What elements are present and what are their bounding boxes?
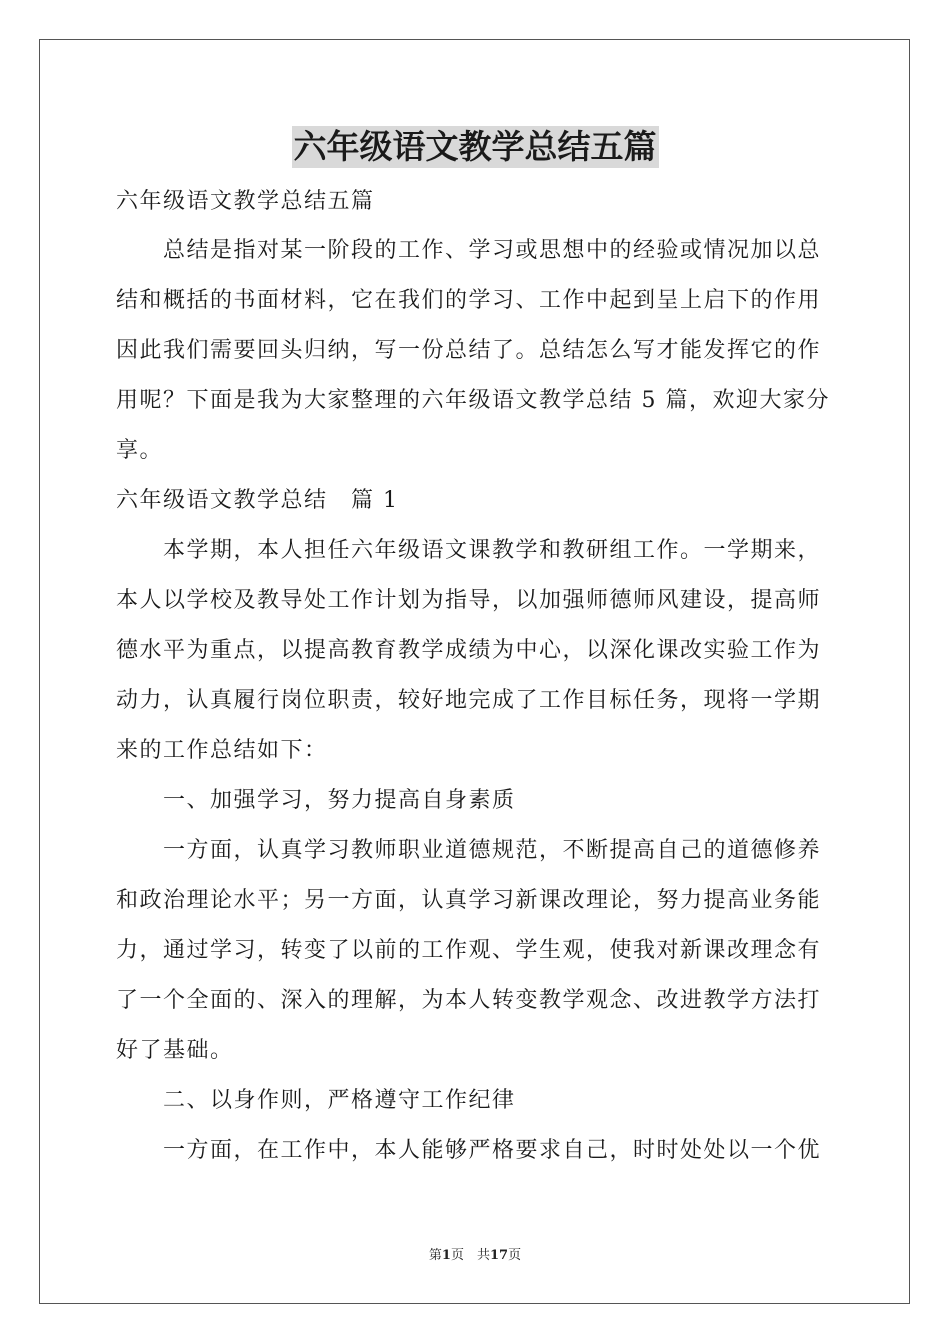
footer-page-number: 1 bbox=[441, 1248, 451, 1263]
text-line: 二、以身作则，严格遵守工作纪律 bbox=[116, 1088, 516, 1113]
footer-prefix: 第 bbox=[428, 1248, 442, 1263]
title-container bbox=[0, 126, 950, 168]
text-line: 六年级语文教学总结 篇 1 bbox=[116, 488, 399, 513]
footer-suffix: 页 bbox=[508, 1248, 522, 1263]
footer-mid: 页 共 bbox=[450, 1248, 490, 1263]
text-line: 享。 bbox=[116, 438, 164, 463]
text-line: 因此我们需要回头归纳，写一份总结了。总结怎么写才能发挥它的作 bbox=[116, 338, 822, 363]
text-line: 动力，认真履行岗位职责，较好地完成了工作目标任务，现将一学期 bbox=[116, 688, 822, 713]
text-line: 一、加强学习，努力提高自身素质 bbox=[116, 788, 516, 813]
text-line: 力，通过学习，转变了以前的工作观、学生观，使我对新课改理念有 bbox=[116, 938, 822, 963]
text-line: 总结是指对某一阶段的工作、学习或思想中的经验或情况加以总 bbox=[116, 238, 822, 263]
text-line: 本人以学校及教导处工作计划为指导，以加强师德师风建设，提高师 bbox=[116, 588, 822, 613]
text-line: 六年级语文教学总结五篇 bbox=[116, 189, 375, 214]
text-line: 结和概括的书面材料，它在我们的学习、工作中起到呈上启下的作用 bbox=[116, 288, 822, 313]
text-line: 一方面，在工作中，本人能够严格要求自己，时时处处以一个优 bbox=[116, 1138, 822, 1163]
text-line: 一方面，认真学习教师职业道德规范，不断提高自己的道德修养 bbox=[116, 838, 822, 863]
document-title: 六年级语文教学总结五篇 bbox=[293, 127, 657, 166]
text-line: 来的工作总结如下： bbox=[116, 738, 328, 763]
text-line: 本学期，本人担任六年级语文课教学和教研组工作。一学期来， bbox=[116, 538, 822, 563]
text-line: 好了基础。 bbox=[116, 1038, 234, 1063]
text-line: 德水平为重点，以提高教育教学成绩为中心，以深化课改实验工作为 bbox=[116, 638, 822, 663]
text-line: 了一个全面的、深入的理解，为本人转变教学观念、改进教学方法打 bbox=[116, 988, 822, 1013]
text-line: 用呢？下面是我为大家整理的六年级语文教学总结 5 篇，欢迎大家分 bbox=[116, 388, 830, 413]
footer-total-pages: 17 bbox=[489, 1248, 509, 1263]
page-footer bbox=[0, 1247, 950, 1265]
text-line: 和政治理论水平；另一方面，认真学习新课改理论，努力提高业务能 bbox=[116, 888, 822, 913]
